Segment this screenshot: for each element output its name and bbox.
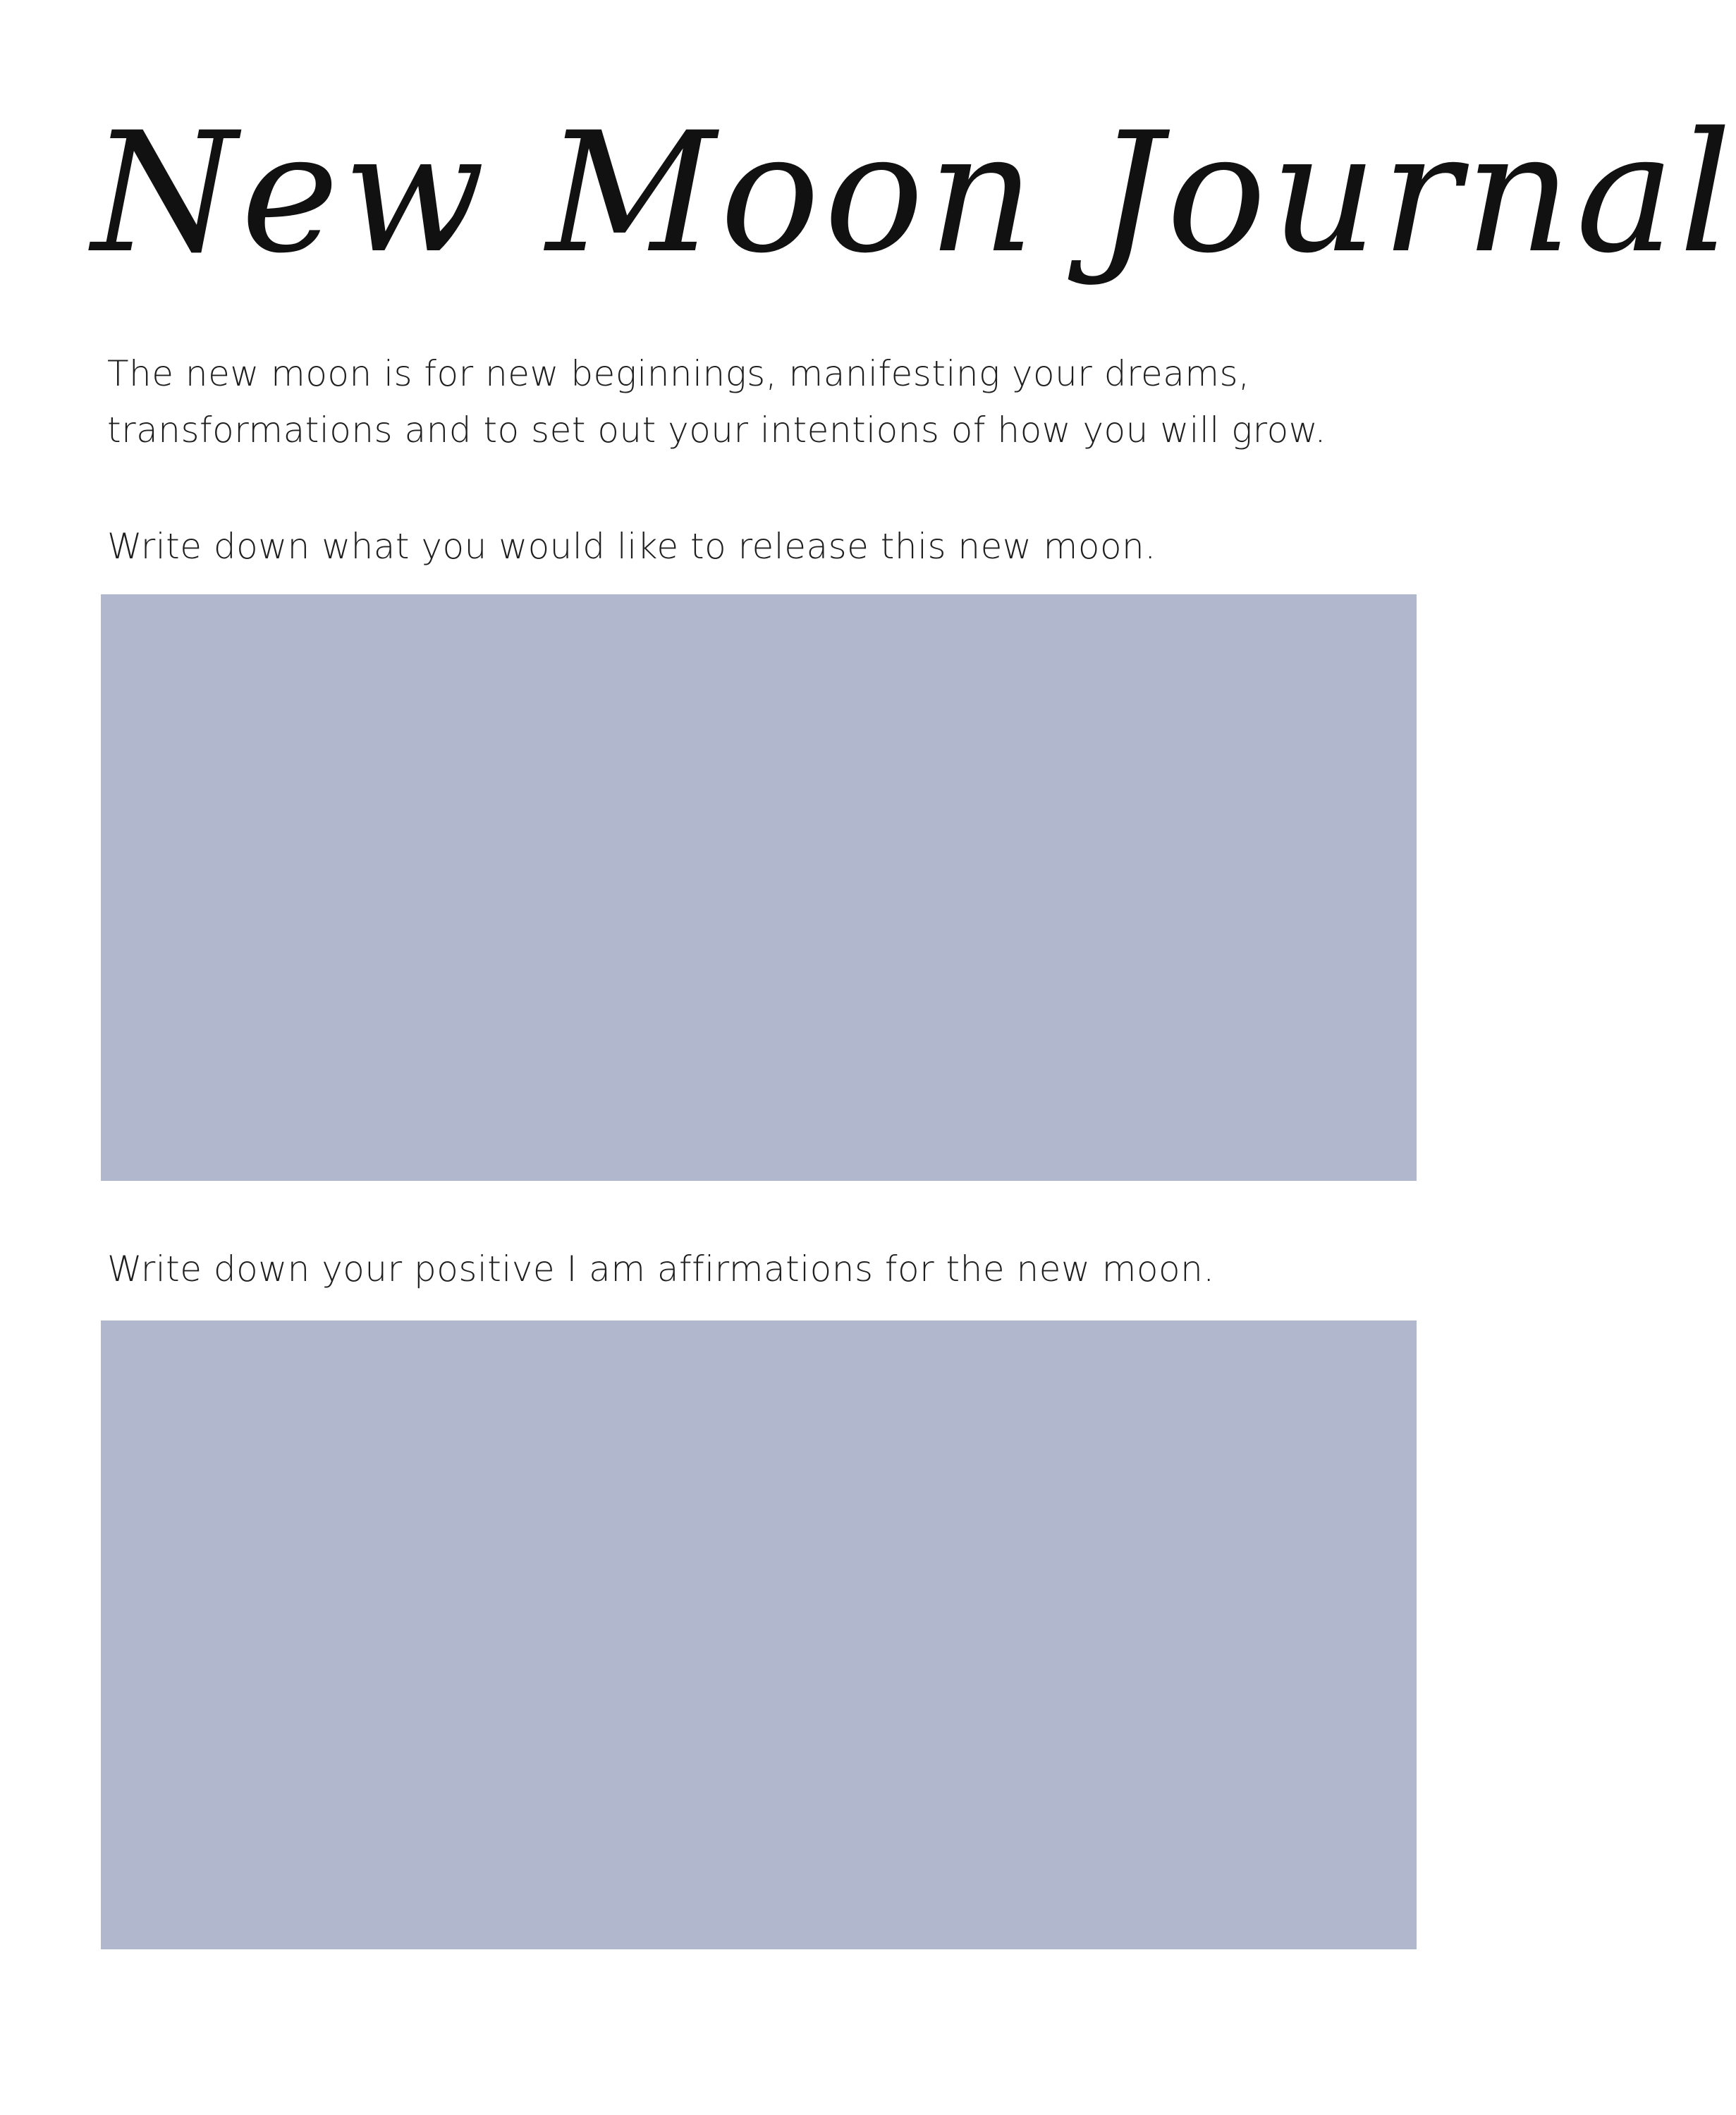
intro-paragraph (107, 345, 1419, 458)
intro-line-1: The new moon is for new beginnings, manifesting your dreams, (107, 353, 1250, 394)
release-writing-area[interactable] (101, 594, 1417, 1181)
release-prompt: Write down what you would like to release this new moon. (107, 526, 1156, 567)
page-title: New Moon Journal (92, 97, 1736, 290)
affirmations-writing-area[interactable] (101, 1320, 1417, 1949)
intro-line-2: transformations and to set out your intentions of how you will grow. (107, 410, 1326, 450)
affirmations-prompt: Write down your positive I am affirmations for the new moon. (107, 1249, 1215, 1289)
